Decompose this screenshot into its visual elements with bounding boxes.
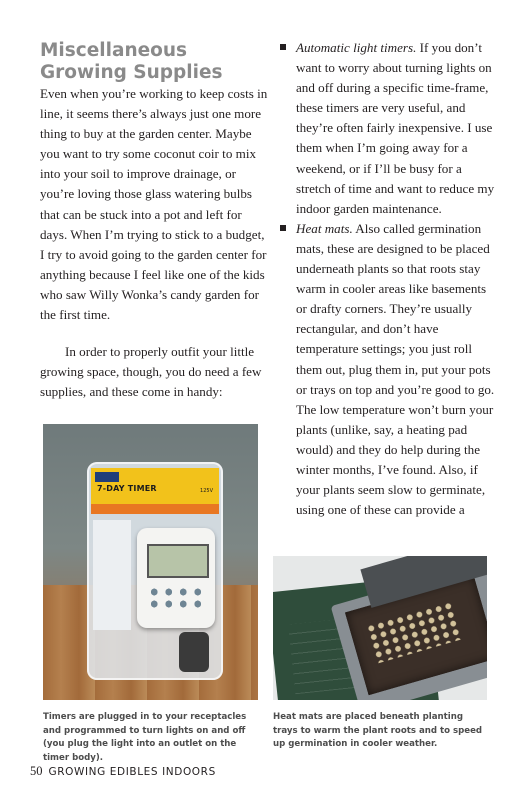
body-paragraph-1: Even when you’re working to keep costs in line, it seems there’s always just one more thing to buy at the garden center. Maybe you want to try some coconut coir to mix into your soil to improve drainage, or you’re loving those glass watering bulbs that can be stuck into a pot and left for days. When I’m trying to stick to a budget, I try to avoid going to the garden center for anything because I feel like one of the kids who saw Willy Wonka’s candy garden for the first time. [40, 86, 268, 323]
supplies-list [278, 38, 496, 520]
timer-device [137, 528, 215, 628]
plug-prong [179, 632, 209, 672]
seeds [365, 601, 463, 664]
timer-buttons [147, 586, 205, 610]
list-item [278, 219, 496, 520]
body-paragraph-2: In order to properly outfit your little growing space, though, you do need a few supplies, and these come in handy: [40, 344, 262, 400]
heat-mat-photo [273, 556, 487, 700]
list-item-text: If you don’t want to worry about turning lights on and off during a specific time-frame, these timers are very useful, and they’re often fairly inexpensive. I use them when I’m going away for a weekend, or if I’ll be busy for a stretch of time and want to reduce my indoor garden maintenance. [296, 40, 495, 216]
timer-display [147, 544, 209, 578]
list-item-text: Also called germination mats, these are designed to be placed underneath plants so that roots stay warm in cooler areas like basements or drafty corners. They’re usually rectangular, and don’t have temperature settings; you just roll them out, plug them in, put your pots or trays on top and you’re good to go. The low temperature won’t burn your plants (unlike, say, a heating pad would) and they do help during the winter months, I’ve found. Also, if your plants seem slow to germinate, using one of these can provide a [296, 220, 495, 518]
list-item-term: Automatic light timers. [296, 40, 417, 55]
package-voltage: 125V [200, 488, 213, 494]
page-footer [30, 764, 216, 779]
package-stripe [91, 504, 219, 514]
photo-caption-heat-mat: Heat mats are placed beneath planting trays to warm the plant roots and to speed up germination in cooler weather. [273, 712, 483, 749]
list-item-term: Heat mats. [296, 220, 353, 236]
list-item [278, 38, 496, 219]
running-title: GROWING EDIBLES INDOORS [48, 766, 216, 778]
package-insert [93, 520, 131, 630]
timer-photo [43, 424, 258, 700]
brand-logo [95, 472, 119, 482]
bullet-square-icon [280, 225, 286, 231]
timer-package [87, 462, 223, 680]
section-heading: Miscellaneous Growing Supplies [40, 40, 223, 83]
package-label-card [91, 468, 219, 504]
photo-caption-timer: Timers are plugged in to your receptacles and programmed to turn lights on and off (you plug the light into an outlet on the timer body). [43, 712, 247, 763]
bullet-square-icon [280, 44, 286, 50]
package-title: 7-DAY TIMER [97, 484, 157, 493]
page-number: 50 [30, 764, 43, 778]
